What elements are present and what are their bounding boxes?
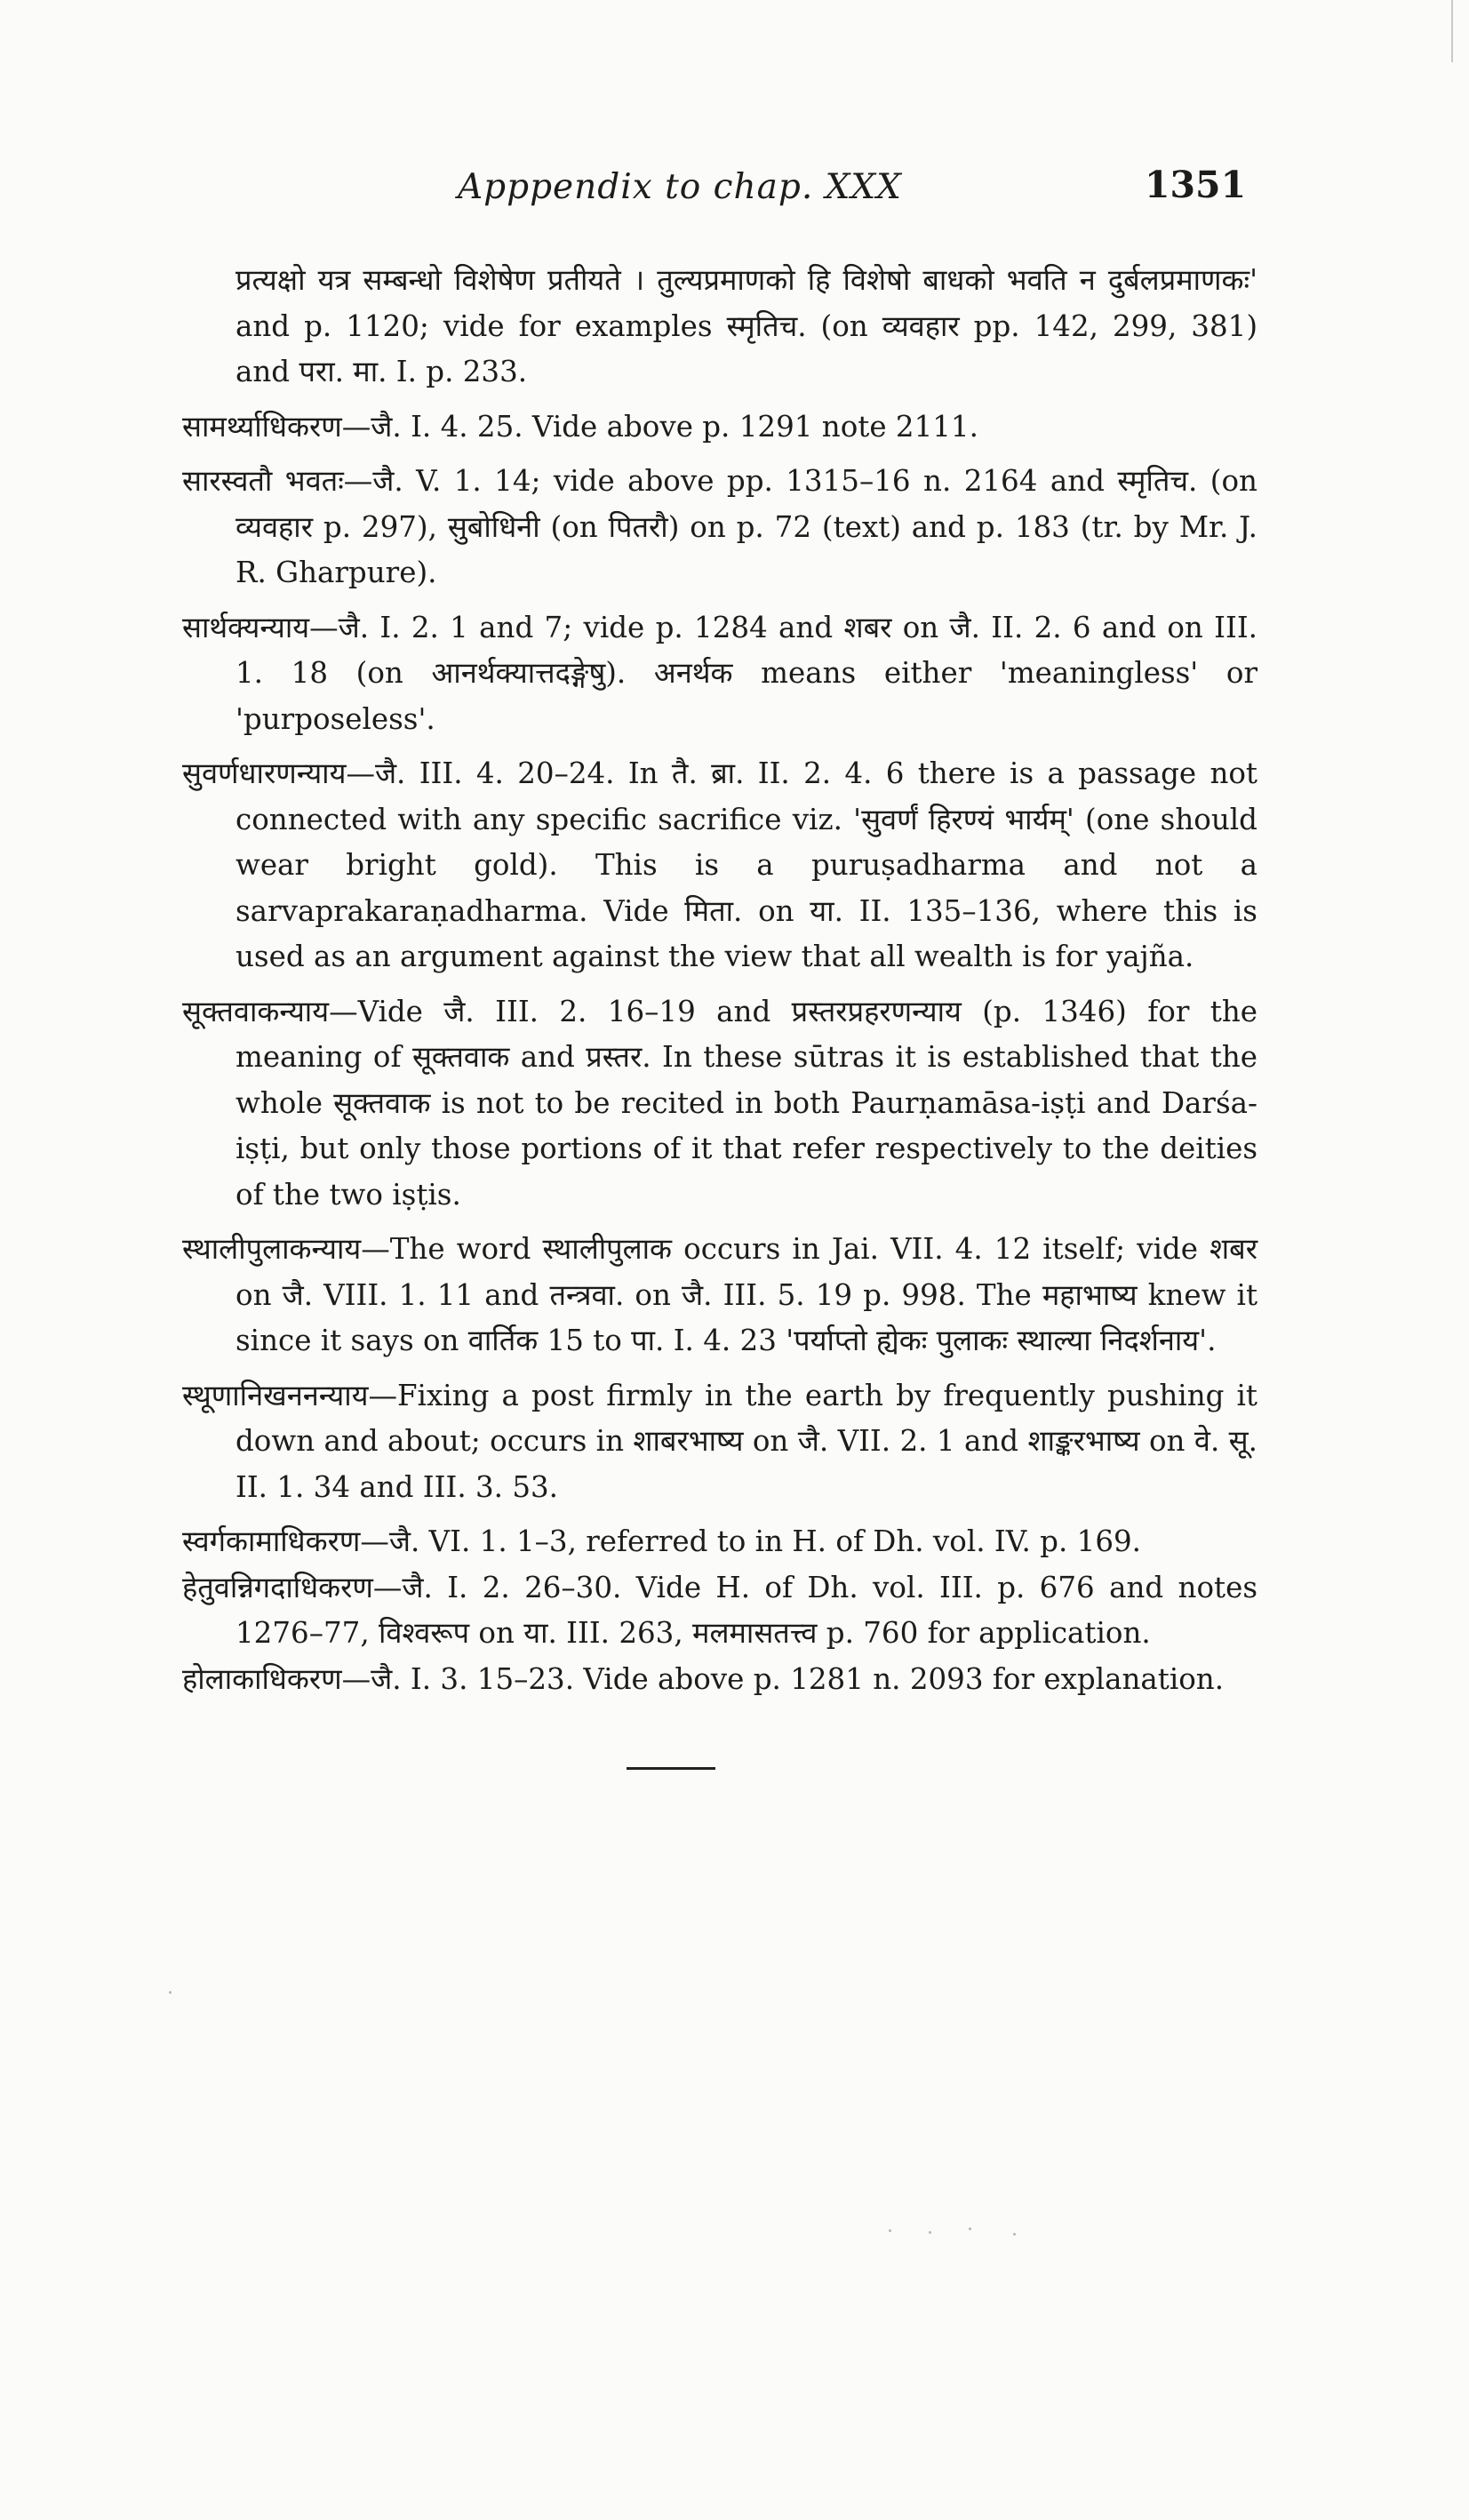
paper-speck: [889, 2229, 891, 2232]
entry-sarasvatau: सारस्वतौ भवतः—जै. V. 1. 14; vide above pp. 1315–16 n. 2164 and स्मृतिच. (on व्यवहार p. 297), सुबोधिनी (on पितरौ) on p. 72 (text) and p. 183 (tr. by Mr. J. R. Gharpure).: [182, 464, 1257, 589]
entry-sthunanikhanana-nyaya: स्थूणानिखननन्याय—Fixing a post firmly in the earth by frequently pushing it down and about; occurs in शाबरभाष्य on जै. VII. 2. 1 and शाङ्करभाष्य on वे. सू. II. 1. 34 and III. 3. 53.: [182, 1378, 1257, 1504]
entry-samarthya: सामर्थ्याधिकरण—जै. I. 4. 25. Vide above p. 1291 note 2111.: [182, 409, 978, 444]
section-end-rule: [627, 1767, 715, 1770]
paper-speck: [929, 2231, 931, 2234]
entry-continuation: प्रत्यक्षो यत्र सम्बन्धो विशेषेण प्रतीयते । तुल्यप्रमाणको हि विशेषो बाधको भवति न दुर्बलप्रमाणकः' and p. 1120; vide for examples स्मृतिच. (on व्यवहार pp. 142, 299, 381) and परा. मा. I. p. 233.: [236, 263, 1257, 388]
entry-svargakama: स्वर्गकामाधिकरण—जै. VI. 1. 1–3, referred to in H. of Dh. vol. IV. p. 169.: [182, 1524, 1142, 1558]
paper-speck: [169, 1991, 172, 1994]
entry-sthalipulaka-nyaya: स्थालीपुलाकन्याय—The word स्थालीपुलाक occurs in Jai. VII. 4. 12 itself; vide शबर on जै. VIII. 1. 11 and तन्त्रवा. on जै. III. 5. 19 p. 998. The महाभाष्य knew it since it says on वार्तिक 15 to पा. I. 4. 23 'पर्याप्तो ह्येकः पुलाकः स्थाल्या निदर्शनाय'.: [182, 1232, 1257, 1357]
entry-suktavaka-nyaya: सूक्तवाकन्याय—Vide जै. III. 2. 16–19 and प्रस्तरप्रहरणन्याय (p. 1346) for the meaning of सूक्तवाक and प्रस्तर. In these sūtras it is established that the whole सूक्तवाक is not to be recited in both Paurṇamāsa-iṣṭi and Darśa-iṣṭi, but only those portions of it that refer respectively to the deities of the two iṣṭis.: [182, 994, 1257, 1212]
entry-holaka: होलाकाधिकरण—जै. I. 3. 15–23. Vide above p. 1281 n. 2093 for explanation.: [182, 1661, 1225, 1696]
page-edge-mark: [1451, 0, 1453, 62]
body-text: [182, 258, 1257, 1702]
page-number: 1351: [1145, 164, 1247, 206]
entry-hetuvannigada: हेतुवन्निगदाधिकरण—जै. I. 2. 26–30. Vide H. of Dh. vol. III. p. 676 and notes 1276–77, विश्वरूप on या. III. 263, मलमासतत्त्व p. 760 for application.: [182, 1570, 1257, 1650]
paper-speck: [1013, 2233, 1016, 2236]
paper-speck: [969, 2228, 971, 2230]
running-head: [0, 164, 1469, 220]
entry-sarthakya-nyaya: सार्थक्यन्याय—जै. I. 2. 1 and 7; vide p. 1284 and शबर on जै. II. 2. 6 and on III. 1. 18 (on आनर्थक्यात्तदङ्गेषु). अनर्थक means either 'meaningless' or 'purposeless'.: [182, 610, 1257, 736]
running-head-title: Apppendix to chap. XXX: [458, 167, 902, 207]
entry-suvarnadharana-nyaya: सुवर्णधारणन्याय—जै. III. 4. 20–24. In तै. ब्रा. II. 2. 4. 6 there is a passage not connected with any specific sacrifice viz. 'सुवर्णं हिरण्यं भार्यम्' (one should wear bright gold). This is a puruṣadharma and not a sarvaprakaraṇadharma. Vide मिता. on या. II. 135–136, where this is used as an argument against the view that all wealth is for yajña.: [182, 756, 1257, 973]
